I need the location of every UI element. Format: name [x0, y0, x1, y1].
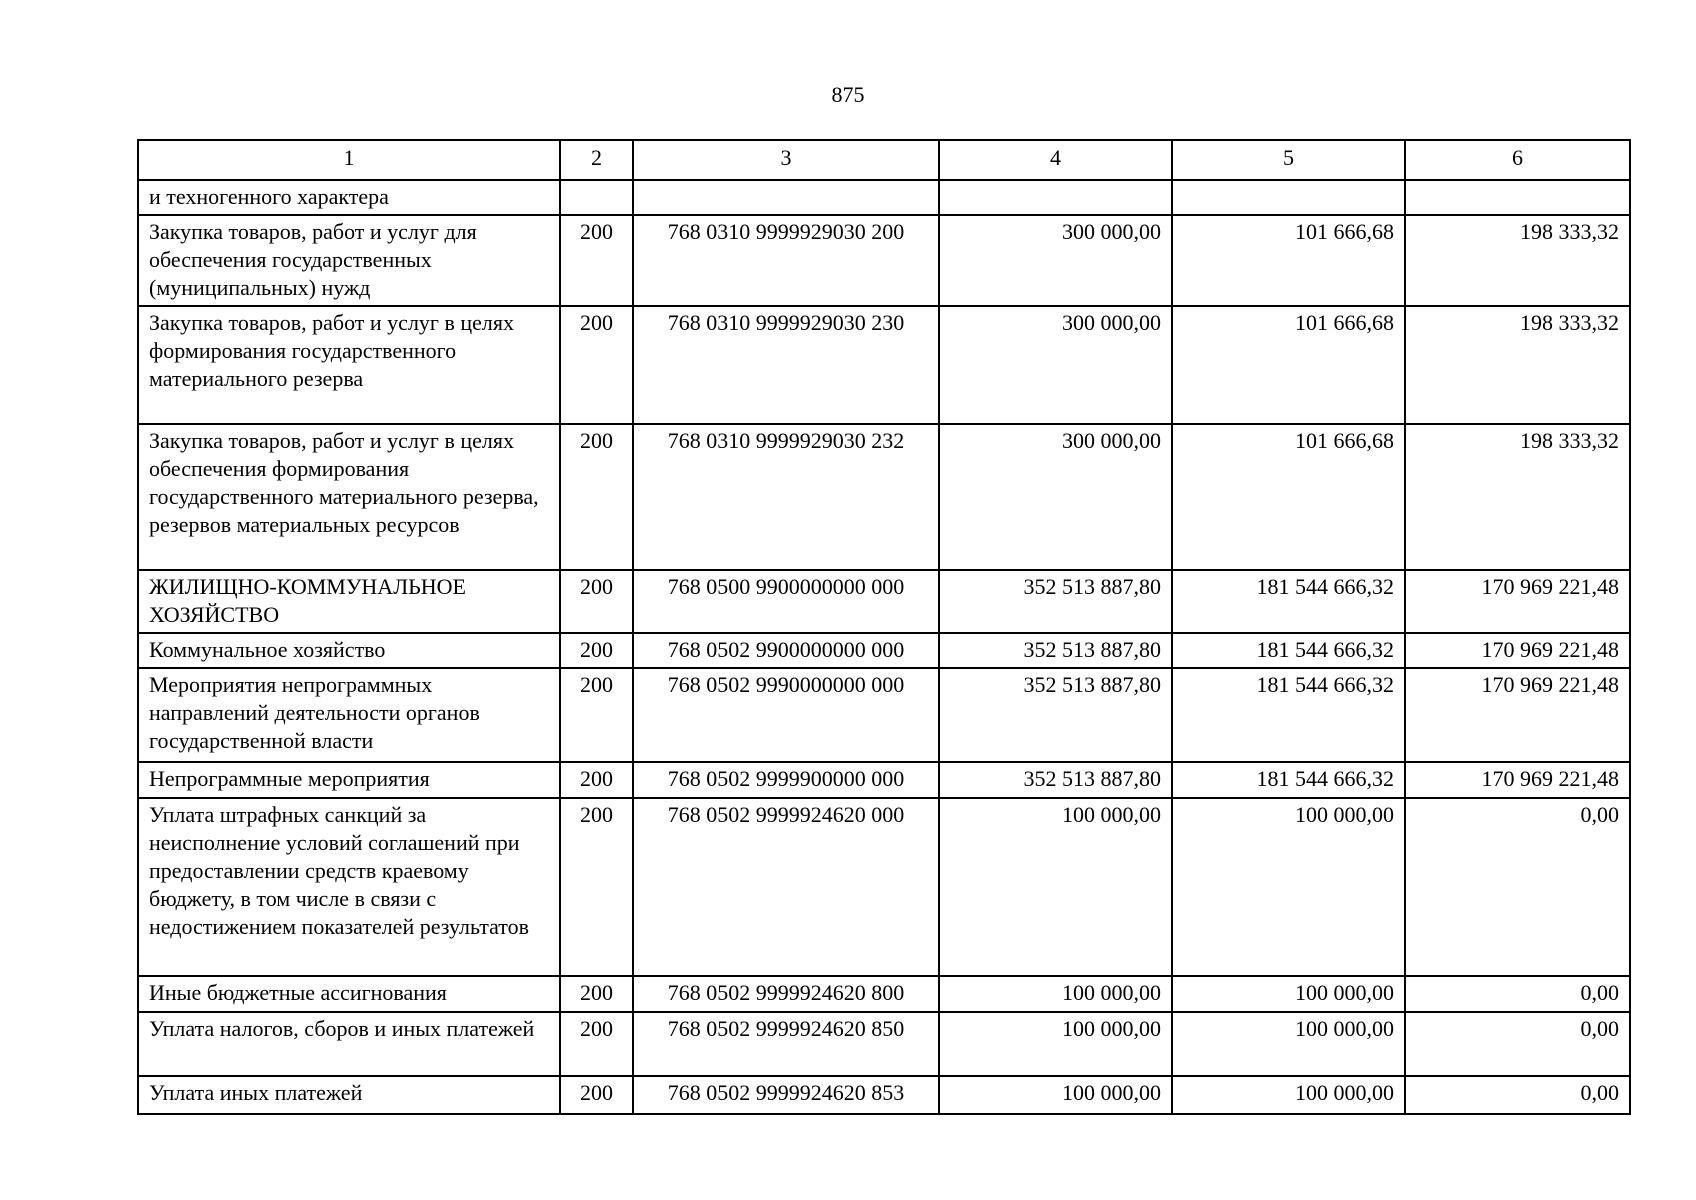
row-code: 200 — [560, 1012, 633, 1076]
row-name: Иные бюджетные ассигнования — [138, 976, 560, 1012]
row-name: Коммунальное хозяйство — [138, 633, 560, 668]
row-value-6 — [1405, 180, 1630, 215]
row-value-5: 100 000,00 — [1172, 976, 1405, 1012]
row-name: Закупка товаров, работ и услуг для обеспечения государственных (муниципальных) нужд — [138, 215, 560, 306]
row-value-5: 181 544 666,32 — [1172, 633, 1405, 668]
row-code: 200 — [560, 215, 633, 306]
row-value-6: 198 333,32 — [1405, 424, 1630, 570]
table-row — [138, 1012, 1630, 1076]
row-value-5: 101 666,68 — [1172, 424, 1405, 570]
row-value-6: 170 969 221,48 — [1405, 570, 1630, 633]
row-code — [560, 180, 633, 215]
row-name: Уплата налогов, сборов и иных платежей — [138, 1012, 560, 1076]
column-header: 5 — [1172, 140, 1405, 180]
row-budget-classification: 768 0310 9999929030 230 — [633, 306, 939, 424]
row-name: Закупка товаров, работ и услуг в целях обеспечения формирования государственного материального резерва, резервов материальных ресурсов — [138, 424, 560, 570]
page-number: 875 — [831, 82, 865, 107]
row-budget-classification: 768 0502 9999924620 800 — [633, 976, 939, 1012]
row-name: и техногенного характера — [138, 180, 560, 215]
row-value-5 — [1172, 180, 1405, 215]
column-header: 6 — [1405, 140, 1630, 180]
row-code: 200 — [560, 1076, 633, 1114]
row-name: Непрограммные мероприятия — [138, 762, 560, 798]
row-budget-classification: 768 0310 9999929030 232 — [633, 424, 939, 570]
row-value-6: 170 969 221,48 — [1405, 762, 1630, 798]
column-header: 4 — [939, 140, 1172, 180]
table-row — [138, 762, 1630, 798]
row-budget-classification: 768 0502 9999900000 000 — [633, 762, 939, 798]
row-budget-classification: 768 0500 9900000000 000 — [633, 570, 939, 633]
row-value-6: 198 333,32 — [1405, 215, 1630, 306]
row-value-5: 100 000,00 — [1172, 1076, 1405, 1114]
column-header: 3 — [633, 140, 939, 180]
row-value-6: 170 969 221,48 — [1405, 668, 1630, 762]
table-row — [138, 215, 1630, 306]
row-code: 200 — [560, 668, 633, 762]
row-value-4: 100 000,00 — [939, 1012, 1172, 1076]
row-code: 200 — [560, 762, 633, 798]
table-row — [138, 633, 1630, 668]
row-value-4: 352 513 887,80 — [939, 633, 1172, 668]
row-budget-classification: 768 0502 9900000000 000 — [633, 633, 939, 668]
column-header: 2 — [560, 140, 633, 180]
table-header-row — [138, 140, 1630, 180]
table-row — [138, 668, 1630, 762]
row-budget-classification: 768 0502 9990000000 000 — [633, 668, 939, 762]
row-value-4 — [939, 180, 1172, 215]
row-code: 200 — [560, 633, 633, 668]
row-value-6: 0,00 — [1405, 976, 1630, 1012]
row-value-4: 300 000,00 — [939, 306, 1172, 424]
row-value-4: 100 000,00 — [939, 1076, 1172, 1114]
row-value-5: 100 000,00 — [1172, 1012, 1405, 1076]
row-value-6: 0,00 — [1405, 1012, 1630, 1076]
row-budget-classification: 768 0502 9999924620 853 — [633, 1076, 939, 1114]
row-value-4: 352 513 887,80 — [939, 762, 1172, 798]
row-value-6: 198 333,32 — [1405, 306, 1630, 424]
table-row — [138, 798, 1630, 976]
row-value-6: 0,00 — [1405, 1076, 1630, 1114]
table-row — [138, 976, 1630, 1012]
row-value-5: 181 544 666,32 — [1172, 762, 1405, 798]
row-budget-classification: 768 0502 9999924620 000 — [633, 798, 939, 976]
budget-table — [137, 139, 1631, 1115]
table-row — [138, 306, 1630, 424]
table-row — [138, 424, 1630, 570]
row-value-5: 101 666,68 — [1172, 306, 1405, 424]
row-value-4: 100 000,00 — [939, 976, 1172, 1012]
row-budget-classification: 768 0502 9999924620 850 — [633, 1012, 939, 1076]
row-name: ЖИЛИЩНО-КОММУНАЛЬНОЕ ХОЗЯЙСТВО — [138, 570, 560, 633]
row-name: Закупка товаров, работ и услуг в целях формирования государственного материального резерва — [138, 306, 560, 424]
row-value-4: 100 000,00 — [939, 798, 1172, 976]
row-value-4: 352 513 887,80 — [939, 668, 1172, 762]
row-value-4: 352 513 887,80 — [939, 570, 1172, 633]
row-value-6: 170 969 221,48 — [1405, 633, 1630, 668]
row-code: 200 — [560, 306, 633, 424]
column-header: 1 — [138, 140, 560, 180]
row-code: 200 — [560, 424, 633, 570]
row-value-4: 300 000,00 — [939, 424, 1172, 570]
table-row — [138, 180, 1630, 215]
row-value-5: 181 544 666,32 — [1172, 668, 1405, 762]
row-value-6: 0,00 — [1405, 798, 1630, 976]
row-value-4: 300 000,00 — [939, 215, 1172, 306]
table-row — [138, 570, 1630, 633]
row-name: Уплата штрафных санкций за неисполнение условий соглашений при предоставлении средств краевому бюджету, в том числе в связи с недостижением показателей результатов — [138, 798, 560, 976]
table-row — [138, 1076, 1630, 1114]
row-name: Уплата иных платежей — [138, 1076, 560, 1114]
row-value-5: 101 666,68 — [1172, 215, 1405, 306]
row-value-5: 181 544 666,32 — [1172, 570, 1405, 633]
row-value-5: 100 000,00 — [1172, 798, 1405, 976]
row-budget-classification — [633, 180, 939, 215]
row-code: 200 — [560, 798, 633, 976]
row-code: 200 — [560, 570, 633, 633]
row-name: Мероприятия непрограммных направлений деятельности органов государственной власти — [138, 668, 560, 762]
row-budget-classification: 768 0310 9999929030 200 — [633, 215, 939, 306]
row-code: 200 — [560, 976, 633, 1012]
